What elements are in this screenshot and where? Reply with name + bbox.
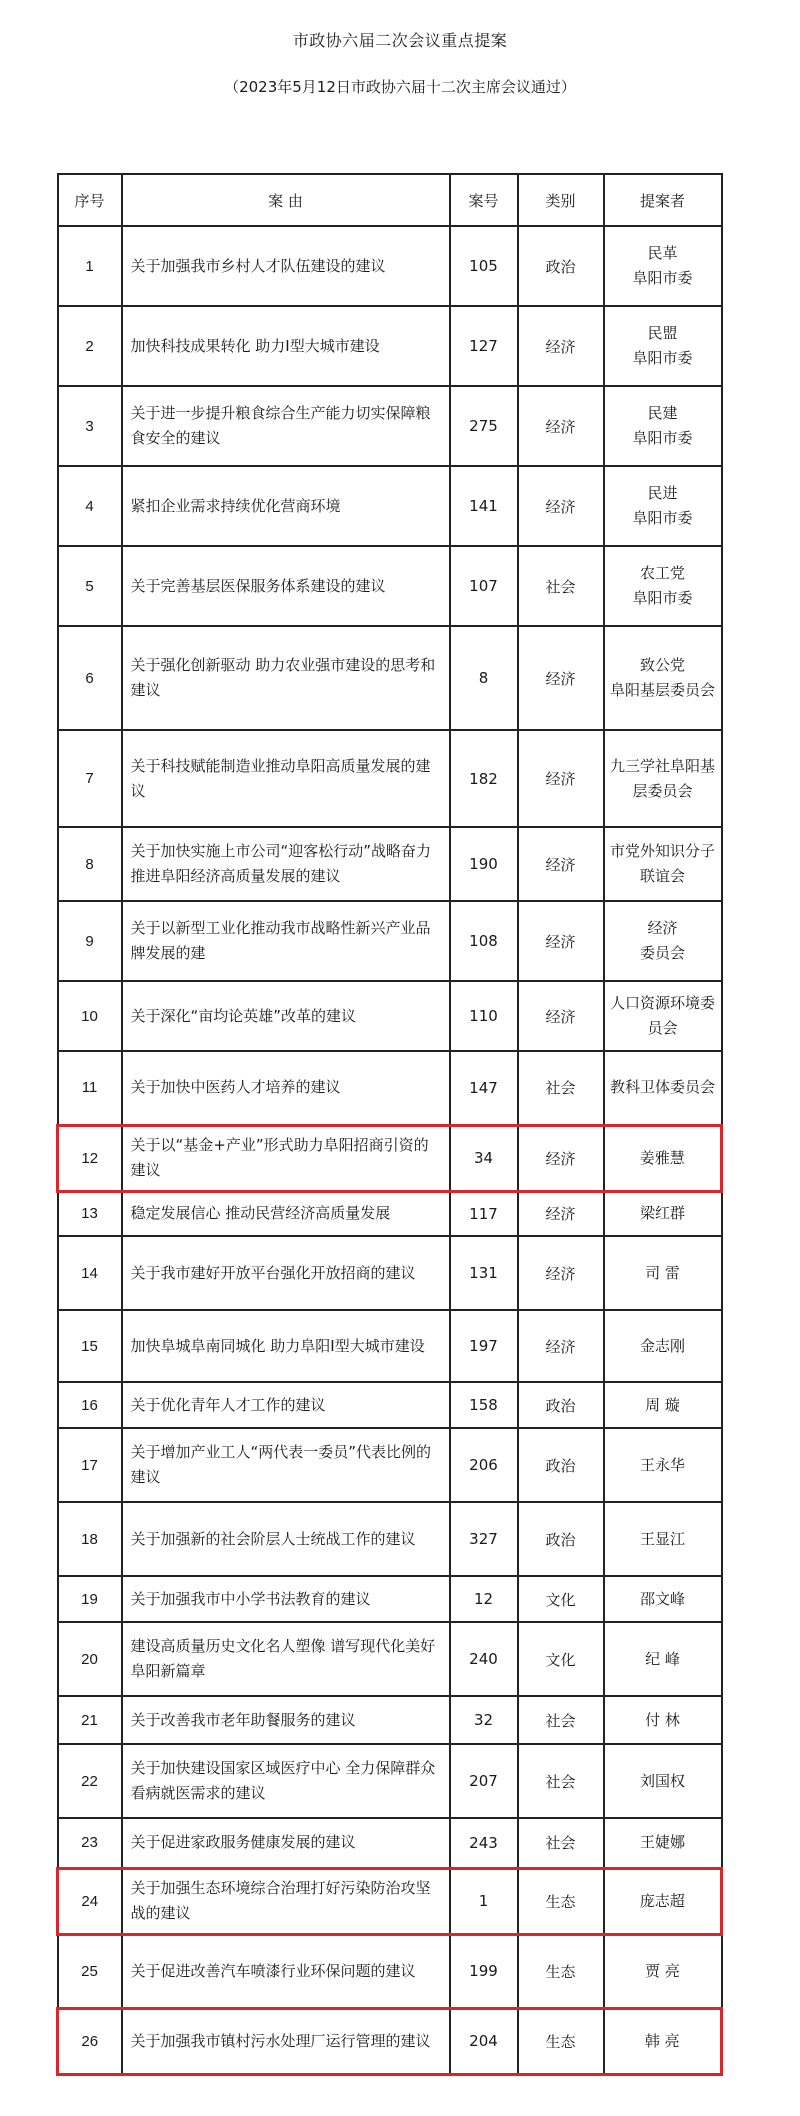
cell-case-number: 199 [450,1934,518,2008]
cell-category: 政治 [518,1382,604,1428]
table-row [58,466,722,546]
cell-case-number: 110 [450,981,518,1051]
cell-category: 经济 [518,730,604,827]
cell-serial: 24 [58,1868,122,1934]
cell-category: 文化 [518,1576,604,1622]
cell-case-number: 117 [450,1191,518,1236]
cell-category: 经济 [518,466,604,546]
table-row [58,1622,722,1696]
cell-serial: 9 [58,901,122,981]
cell-reason: 关于优化青年人才工作的建议 [122,1382,450,1428]
table-row [58,1428,722,1502]
cell-reason: 关于加强我市中小学书法教育的建议 [122,1576,450,1622]
cell-reason: 关于加强我市镇村污水处理厂运行管理的建议 [122,2008,450,2074]
cell-category: 经济 [518,306,604,386]
cell-category: 社会 [518,1696,604,1744]
cell-serial: 19 [58,1576,122,1622]
table-row [58,1191,722,1236]
cell-case-number: 12 [450,1576,518,1622]
cell-case-number: 105 [450,226,518,306]
cell-proposer: 教科卫体委员会 [604,1051,722,1125]
cell-reason: 关于我市建好开放平台强化开放招商的建议 [122,1236,450,1310]
cell-proposer: 王婕娜 [604,1818,722,1868]
cell-reason: 关于以新型工业化推动我市战略性新兴产业品牌发展的建 [122,901,450,981]
header-case-number: 案号 [450,174,518,226]
cell-reason: 关于以“基金+产业”形式助力阜阳招商引资的建议 [122,1125,450,1191]
cell-serial: 7 [58,730,122,827]
cell-reason: 关于加强我市乡村人才队伍建设的建议 [122,226,450,306]
cell-category: 经济 [518,981,604,1051]
cell-category: 文化 [518,1622,604,1696]
table-row [58,827,722,901]
cell-serial: 1 [58,226,122,306]
header-proposer: 提案者 [604,174,722,226]
cell-serial: 17 [58,1428,122,1502]
cell-serial: 6 [58,626,122,730]
cell-proposer: 司 雷 [604,1236,722,1310]
cell-reason: 关于改善我市老年助餐服务的建议 [122,1696,450,1744]
cell-case-number: 131 [450,1236,518,1310]
cell-case-number: 32 [450,1696,518,1744]
cell-case-number: 147 [450,1051,518,1125]
cell-case-number: 240 [450,1622,518,1696]
cell-proposer: 民建 阜阳市委 [604,386,722,466]
table-row [58,226,722,306]
table-row [58,386,722,466]
cell-reason: 加快科技成果转化 助力I型大城市建设 [122,306,450,386]
cell-serial: 8 [58,827,122,901]
table-row [58,1868,722,1934]
cell-proposer: 市党外知识分子联谊会 [604,827,722,901]
cell-category: 生态 [518,1868,604,1934]
cell-case-number: 107 [450,546,518,626]
cell-serial: 25 [58,1934,122,2008]
cell-category: 政治 [518,1428,604,1502]
cell-serial: 21 [58,1696,122,1744]
table-row [58,2008,722,2074]
table-row [58,730,722,827]
table-row [58,1051,722,1125]
cell-serial: 13 [58,1191,122,1236]
cell-reason: 建设高质量历史文化名人塑像 谱写现代化美好阜阳新篇章 [122,1622,450,1696]
cell-case-number: 275 [450,386,518,466]
cell-serial: 3 [58,386,122,466]
cell-serial: 2 [58,306,122,386]
cell-serial: 15 [58,1310,122,1382]
table-row [58,901,722,981]
cell-serial: 26 [58,2008,122,2074]
cell-proposer: 农工党 阜阳市委 [604,546,722,626]
header-category: 类别 [518,174,604,226]
cell-case-number: 206 [450,1428,518,1502]
cell-reason: 关于强化创新驱动 助力农业强市建设的思考和建议 [122,626,450,730]
cell-reason: 稳定发展信心 推动民营经济高质量发展 [122,1191,450,1236]
table-row [58,981,722,1051]
cell-proposer: 金志刚 [604,1310,722,1382]
cell-serial: 11 [58,1051,122,1125]
cell-reason: 关于促进家政服务健康发展的建议 [122,1818,450,1868]
table-row [58,1236,722,1310]
cell-serial: 18 [58,1502,122,1576]
cell-serial: 22 [58,1744,122,1818]
cell-proposer: 刘国权 [604,1744,722,1818]
cell-proposer: 民盟 阜阳市委 [604,306,722,386]
cell-reason: 加快阜城阜南同城化 助力阜阳I型大城市建设 [122,1310,450,1382]
cell-proposer: 贾 亮 [604,1934,722,2008]
cell-proposer: 周 璇 [604,1382,722,1428]
cell-category: 经济 [518,901,604,981]
page-subtitle: （2023年5月12日市政协六届十二次主席会议通过） [224,78,576,96]
cell-case-number: 158 [450,1382,518,1428]
cell-serial: 12 [58,1125,122,1191]
cell-proposer: 民革 阜阳市委 [604,226,722,306]
cell-case-number: 8 [450,626,518,730]
header-reason: 案 由 [122,174,450,226]
proposal-table-wrapper [56,173,720,2076]
cell-proposer: 邵文峰 [604,1576,722,1622]
cell-case-number: 327 [450,1502,518,1576]
cell-proposer: 梁红群 [604,1191,722,1236]
cell-reason: 关于加快中医药人才培养的建议 [122,1051,450,1125]
table-row [58,1934,722,2008]
cell-serial: 14 [58,1236,122,1310]
cell-category: 经济 [518,626,604,730]
cell-case-number: 141 [450,466,518,546]
table-row [58,1382,722,1428]
cell-proposer: 民进 阜阳市委 [604,466,722,546]
cell-case-number: 207 [450,1744,518,1818]
cell-serial: 10 [58,981,122,1051]
table-header-row [58,174,722,226]
cell-reason: 关于加强生态环境综合治理打好污染防治攻坚战的建议 [122,1868,450,1934]
cell-category: 社会 [518,546,604,626]
cell-case-number: 243 [450,1818,518,1868]
table-row [58,1818,722,1868]
cell-proposer: 王显江 [604,1502,722,1576]
cell-case-number: 197 [450,1310,518,1382]
cell-proposer: 人口资源环境委员会 [604,981,722,1051]
table-row [58,1696,722,1744]
cell-proposer: 经济 委员会 [604,901,722,981]
cell-proposer: 庞志超 [604,1868,722,1934]
cell-case-number: 182 [450,730,518,827]
cell-reason: 关于增加产业工人“两代表一委员”代表比例的建议 [122,1428,450,1502]
cell-serial: 23 [58,1818,122,1868]
table-row [58,1502,722,1576]
cell-case-number: 190 [450,827,518,901]
table-row [58,1125,722,1191]
table-row [58,626,722,730]
cell-category: 经济 [518,827,604,901]
table-row [58,1310,722,1382]
cell-reason: 紧扣企业需求持续优化营商环境 [122,466,450,546]
cell-proposer: 王永华 [604,1428,722,1502]
cell-reason: 关于完善基层医保服务体系建设的建议 [122,546,450,626]
cell-category: 政治 [518,1502,604,1576]
cell-category: 经济 [518,1236,604,1310]
cell-reason: 关于进一步提升粮食综合生产能力切实保障粮食安全的建议 [122,386,450,466]
cell-category: 经济 [518,1125,604,1191]
cell-category: 经济 [518,1191,604,1236]
cell-proposer: 致公党 阜阳基层委员会 [604,626,722,730]
header-serial: 序号 [58,174,122,226]
cell-category: 经济 [518,386,604,466]
cell-category: 社会 [518,1818,604,1868]
cell-reason: 关于科技赋能制造业推动阜阳高质量发展的建议 [122,730,450,827]
cell-category: 政治 [518,226,604,306]
cell-serial: 4 [58,466,122,546]
cell-proposer: 纪 峰 [604,1622,722,1696]
cell-category: 经济 [518,1310,604,1382]
cell-category: 生态 [518,1934,604,2008]
table-row [58,546,722,626]
cell-proposer: 姜雅慧 [604,1125,722,1191]
cell-proposer: 付 林 [604,1696,722,1744]
cell-serial: 5 [58,546,122,626]
proposal-table [56,173,723,2076]
table-row [58,1744,722,1818]
cell-proposer: 九三学社阜阳基层委员会 [604,730,722,827]
cell-category: 生态 [518,2008,604,2074]
cell-reason: 关于加快建设国家区域医疗中心 全力保障群众看病就医需求的建议 [122,1744,450,1818]
table-row [58,1576,722,1622]
cell-case-number: 1 [450,1868,518,1934]
cell-case-number: 127 [450,306,518,386]
cell-reason: 关于加强新的社会阶层人士统战工作的建议 [122,1502,450,1576]
cell-serial: 16 [58,1382,122,1428]
cell-case-number: 108 [450,901,518,981]
cell-reason: 关于加快实施上市公司“迎客松行动”战略奋力推进阜阳经济高质量发展的建议 [122,827,450,901]
cell-proposer: 韩 亮 [604,2008,722,2074]
table-row [58,306,722,386]
cell-reason: 关于促进改善汽车喷漆行业环保问题的建议 [122,1934,450,2008]
cell-category: 社会 [518,1744,604,1818]
cell-case-number: 204 [450,2008,518,2074]
cell-serial: 20 [58,1622,122,1696]
cell-category: 社会 [518,1051,604,1125]
cell-case-number: 34 [450,1125,518,1191]
table-body [58,226,722,2074]
page-title: 市政协六届二次会议重点提案 [292,31,508,50]
cell-reason: 关于深化“亩均论英雄”改革的建议 [122,981,450,1051]
